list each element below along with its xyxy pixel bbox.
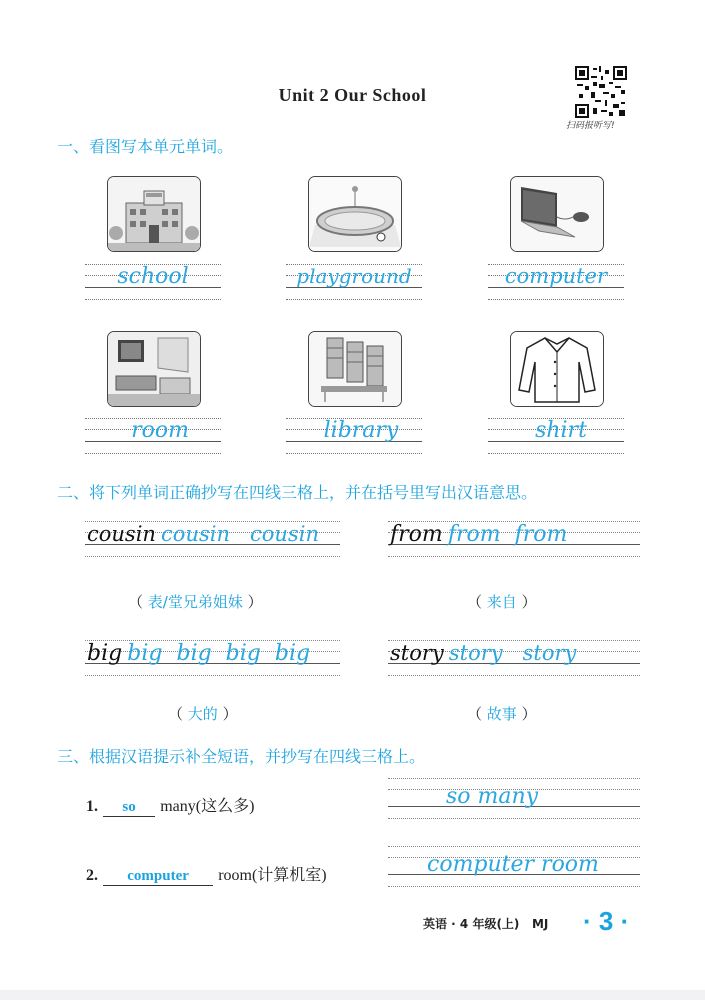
meaning-big [168,703,238,724]
shirt-icon [511,332,603,406]
image-school [107,176,201,252]
fill-blank-1[interactable]: so [103,799,155,817]
question-1 [86,793,254,817]
model-word-big: big [87,641,123,666]
image-room [107,331,201,407]
question-text-2: room(计算机室) [218,867,327,884]
image-playground [308,176,402,252]
answer-school: school [117,264,189,289]
playground-track-icon [309,177,401,251]
model-word-from: from [390,522,443,547]
qr-code-icon[interactable] [575,66,627,118]
paren-open: （ [467,593,483,611]
paren-close: ） [521,705,537,723]
qr-caption: 扫码报听写! [566,121,615,131]
page-title: Unit 2 Our School [278,85,427,105]
copy-row-story [390,641,576,665]
answer-shirt: shirt [535,418,587,443]
library-shelves-icon [309,332,401,406]
question-text-1: many(这么多) [160,798,255,815]
model-word-cousin: cousin [87,522,156,546]
copy-row-cousin [87,522,319,546]
school-building-icon [108,177,200,251]
copy-row-big [87,641,310,666]
paren-close: ） [247,593,263,611]
paren-open: （ [168,705,184,723]
copy-phrase-1: so many [446,784,539,809]
section-heading-2: 二、将下列单词正确抄写在四线三格上，并在括号里写出汉语意思。 [57,483,538,502]
copy-word-big: big big big big [127,641,311,666]
answer-library: library [323,418,399,443]
copy-phrase-2: computer room [427,852,599,877]
answer-playground: playground [296,264,412,288]
meaning-text-big: 大的 [187,705,218,723]
page-bottom-edge [0,990,705,1000]
image-computer [510,176,604,252]
fill-blank-2[interactable]: computer [103,868,213,886]
meaning-text-story: 故事 [486,705,517,723]
paren-close: ） [521,593,537,611]
meaning-cousin [128,591,263,612]
question-number: 1. [86,798,98,815]
paren-open: （ [128,593,144,611]
copy-word-story: story story [448,641,577,665]
paren-close: ） [222,705,238,723]
image-library [308,331,402,407]
room-interior-icon [108,332,200,406]
copy-row-from [390,522,567,547]
section-heading-3: 三、根据汉语提示补全短语，并抄写在四线三格上。 [57,747,426,766]
question-2 [86,862,327,886]
footer-book-info: 英语 · 4 年级(上) MJ [423,917,549,931]
model-word-story: story [390,641,444,665]
answer-room: room [131,418,189,443]
answer-computer: computer [504,264,608,288]
copy-word-from: from from [447,522,568,547]
image-shirt [510,331,604,407]
question-number: 2. [86,867,98,884]
section-heading-1: 一、看图写本单元单词。 [57,137,234,156]
page-number: · 3 · [583,906,630,936]
paren-open: （ [467,705,483,723]
meaning-text-cousin: 表/堂兄弟姐妹 [147,593,243,611]
meaning-text-from: 来自 [486,593,517,611]
meaning-story [467,703,537,724]
copy-word-cousin: cousin cousin [161,522,319,546]
laptop-computer-icon [511,177,603,251]
meaning-from [467,591,537,612]
